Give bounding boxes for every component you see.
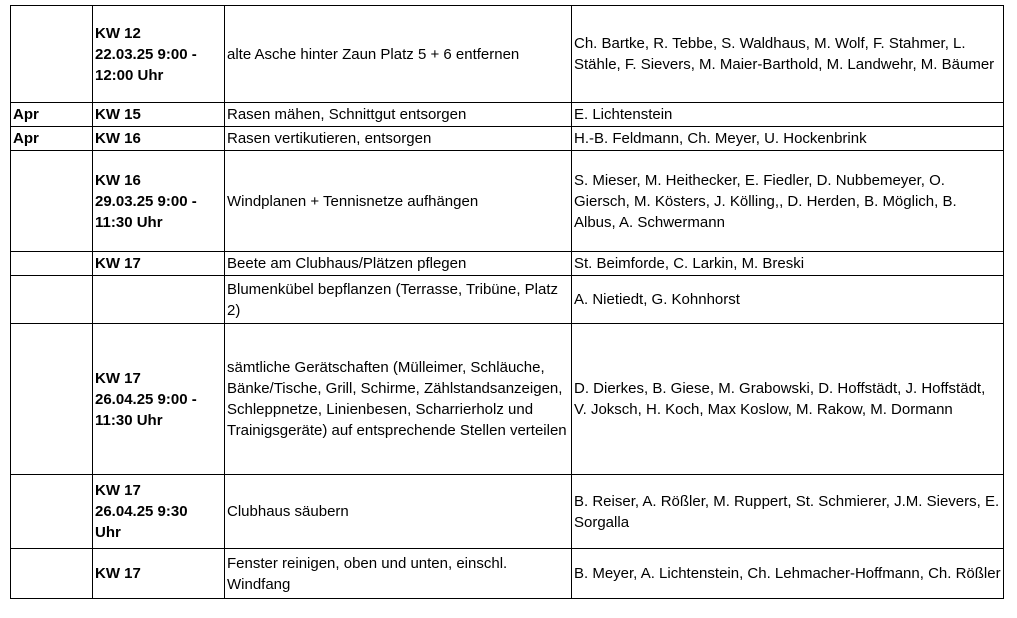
week-label: KW 15	[95, 106, 141, 123]
end-time: 11:30 Uhr	[95, 411, 163, 429]
names-cell: D. Dierkes, B. Giese, M. Grabowski, D. Hoffstädt, J. Hoffstädt, V. Joksch, H. Koch, Max Koslow, M. Rakow, M. Dormann	[572, 324, 1004, 475]
table-row	[11, 549, 1004, 599]
date-time: 26.04.25 9:00 -	[95, 390, 197, 408]
date-time: 22.03.25 9:00 -	[95, 45, 197, 63]
names-cell: S. Mieser, M. Heithecker, E. Fiedler, D. Nubbemeyer, O. Giersch, M. Kösters, J. Kölling,, D. Herden, B. Möglich, B. Albus, A. Schwermann	[572, 151, 1004, 252]
table-row	[11, 127, 1004, 151]
task-cell: Windplanen + Tennisnetze aufhängen	[225, 151, 572, 252]
month-cell	[11, 276, 93, 324]
week-label: KW 17	[95, 482, 141, 499]
week-cell	[93, 252, 225, 276]
week-label: KW 12	[95, 24, 141, 42]
week-cell	[93, 127, 225, 151]
table-row	[11, 151, 1004, 252]
week-label: KW 16	[95, 171, 141, 189]
work-schedule-table	[10, 5, 1004, 599]
week-cell	[93, 103, 225, 127]
month-cell	[11, 6, 93, 103]
table-row	[11, 103, 1004, 127]
names-cell: Ch. Bartke, R. Tebbe, S. Waldhaus, M. Wolf, F. Stahmer, L. Stähle, F. Sievers, M. Maier-Barthold, M. Landwehr, M. Bäumer	[572, 6, 1004, 103]
names-cell: St. Beimforde, C. Larkin, M. Breski	[572, 252, 1004, 276]
month-cell	[11, 475, 93, 549]
week-cell	[93, 549, 225, 599]
task-cell: Clubhaus säubern	[225, 475, 572, 549]
date-time: 29.03.25 9:00 -	[95, 192, 197, 210]
week-cell	[93, 475, 225, 549]
names-cell: B. Meyer, A. Lichtenstein, Ch. Lehmacher-Hoffmann, Ch. Rößler	[572, 549, 1004, 599]
task-cell: Rasen mähen, Schnittgut entsorgen	[225, 103, 572, 127]
week-label: KW 17	[95, 565, 141, 582]
table-row	[11, 276, 1004, 324]
end-time: 11:30 Uhr	[95, 213, 163, 231]
week-cell	[93, 6, 225, 103]
names-cell: B. Reiser, A. Rößler, M. Ruppert, St. Schmierer, J.M. Sievers, E. Sorgalla	[572, 475, 1004, 549]
table-row	[11, 475, 1004, 549]
task-cell: alte Asche hinter Zaun Platz 5 + 6 entfernen	[225, 6, 572, 103]
week-cell	[93, 276, 225, 324]
task-cell: Fenster reinigen, oben und unten, einschl. Windfang	[225, 549, 572, 599]
task-cell: Beete am Clubhaus/Plätzen pflegen	[225, 252, 572, 276]
month-cell: Apr	[11, 103, 93, 127]
week-label: KW 17	[95, 369, 141, 387]
table-row	[11, 324, 1004, 475]
month-cell	[11, 252, 93, 276]
end-time: 12:00 Uhr	[95, 66, 164, 84]
week-cell	[93, 151, 225, 252]
month-cell: Apr	[11, 127, 93, 151]
month-cell	[11, 549, 93, 599]
date-time: 26.04.25 9:30	[95, 503, 188, 520]
week-cell	[93, 324, 225, 475]
table-row	[11, 6, 1004, 103]
table-row	[11, 252, 1004, 276]
names-cell: H.-B. Feldmann, Ch. Meyer, U. Hockenbrink	[572, 127, 1004, 151]
task-cell: Rasen vertikutieren, entsorgen	[225, 127, 572, 151]
task-cell: Blumenkübel bepflanzen (Terrasse, Tribüne, Platz 2)	[225, 276, 572, 324]
names-cell: A. Nietiedt, G. Kohnhorst	[572, 276, 1004, 324]
end-time: Uhr	[95, 524, 121, 541]
names-cell: E. Lichtenstein	[572, 103, 1004, 127]
week-label: KW 17	[95, 255, 141, 272]
week-label: KW 16	[95, 130, 141, 147]
month-cell	[11, 151, 93, 252]
task-cell: sämtliche Gerätschaften (Mülleimer, Schläuche, Bänke/Tische, Grill, Schirme, Zählstandsanzeigen, Schleppnetze, Linienbesen, Scharrierholz und Trainigsgeräte) auf entsprechende Stellen verteilen	[225, 324, 572, 475]
month-cell	[11, 324, 93, 475]
